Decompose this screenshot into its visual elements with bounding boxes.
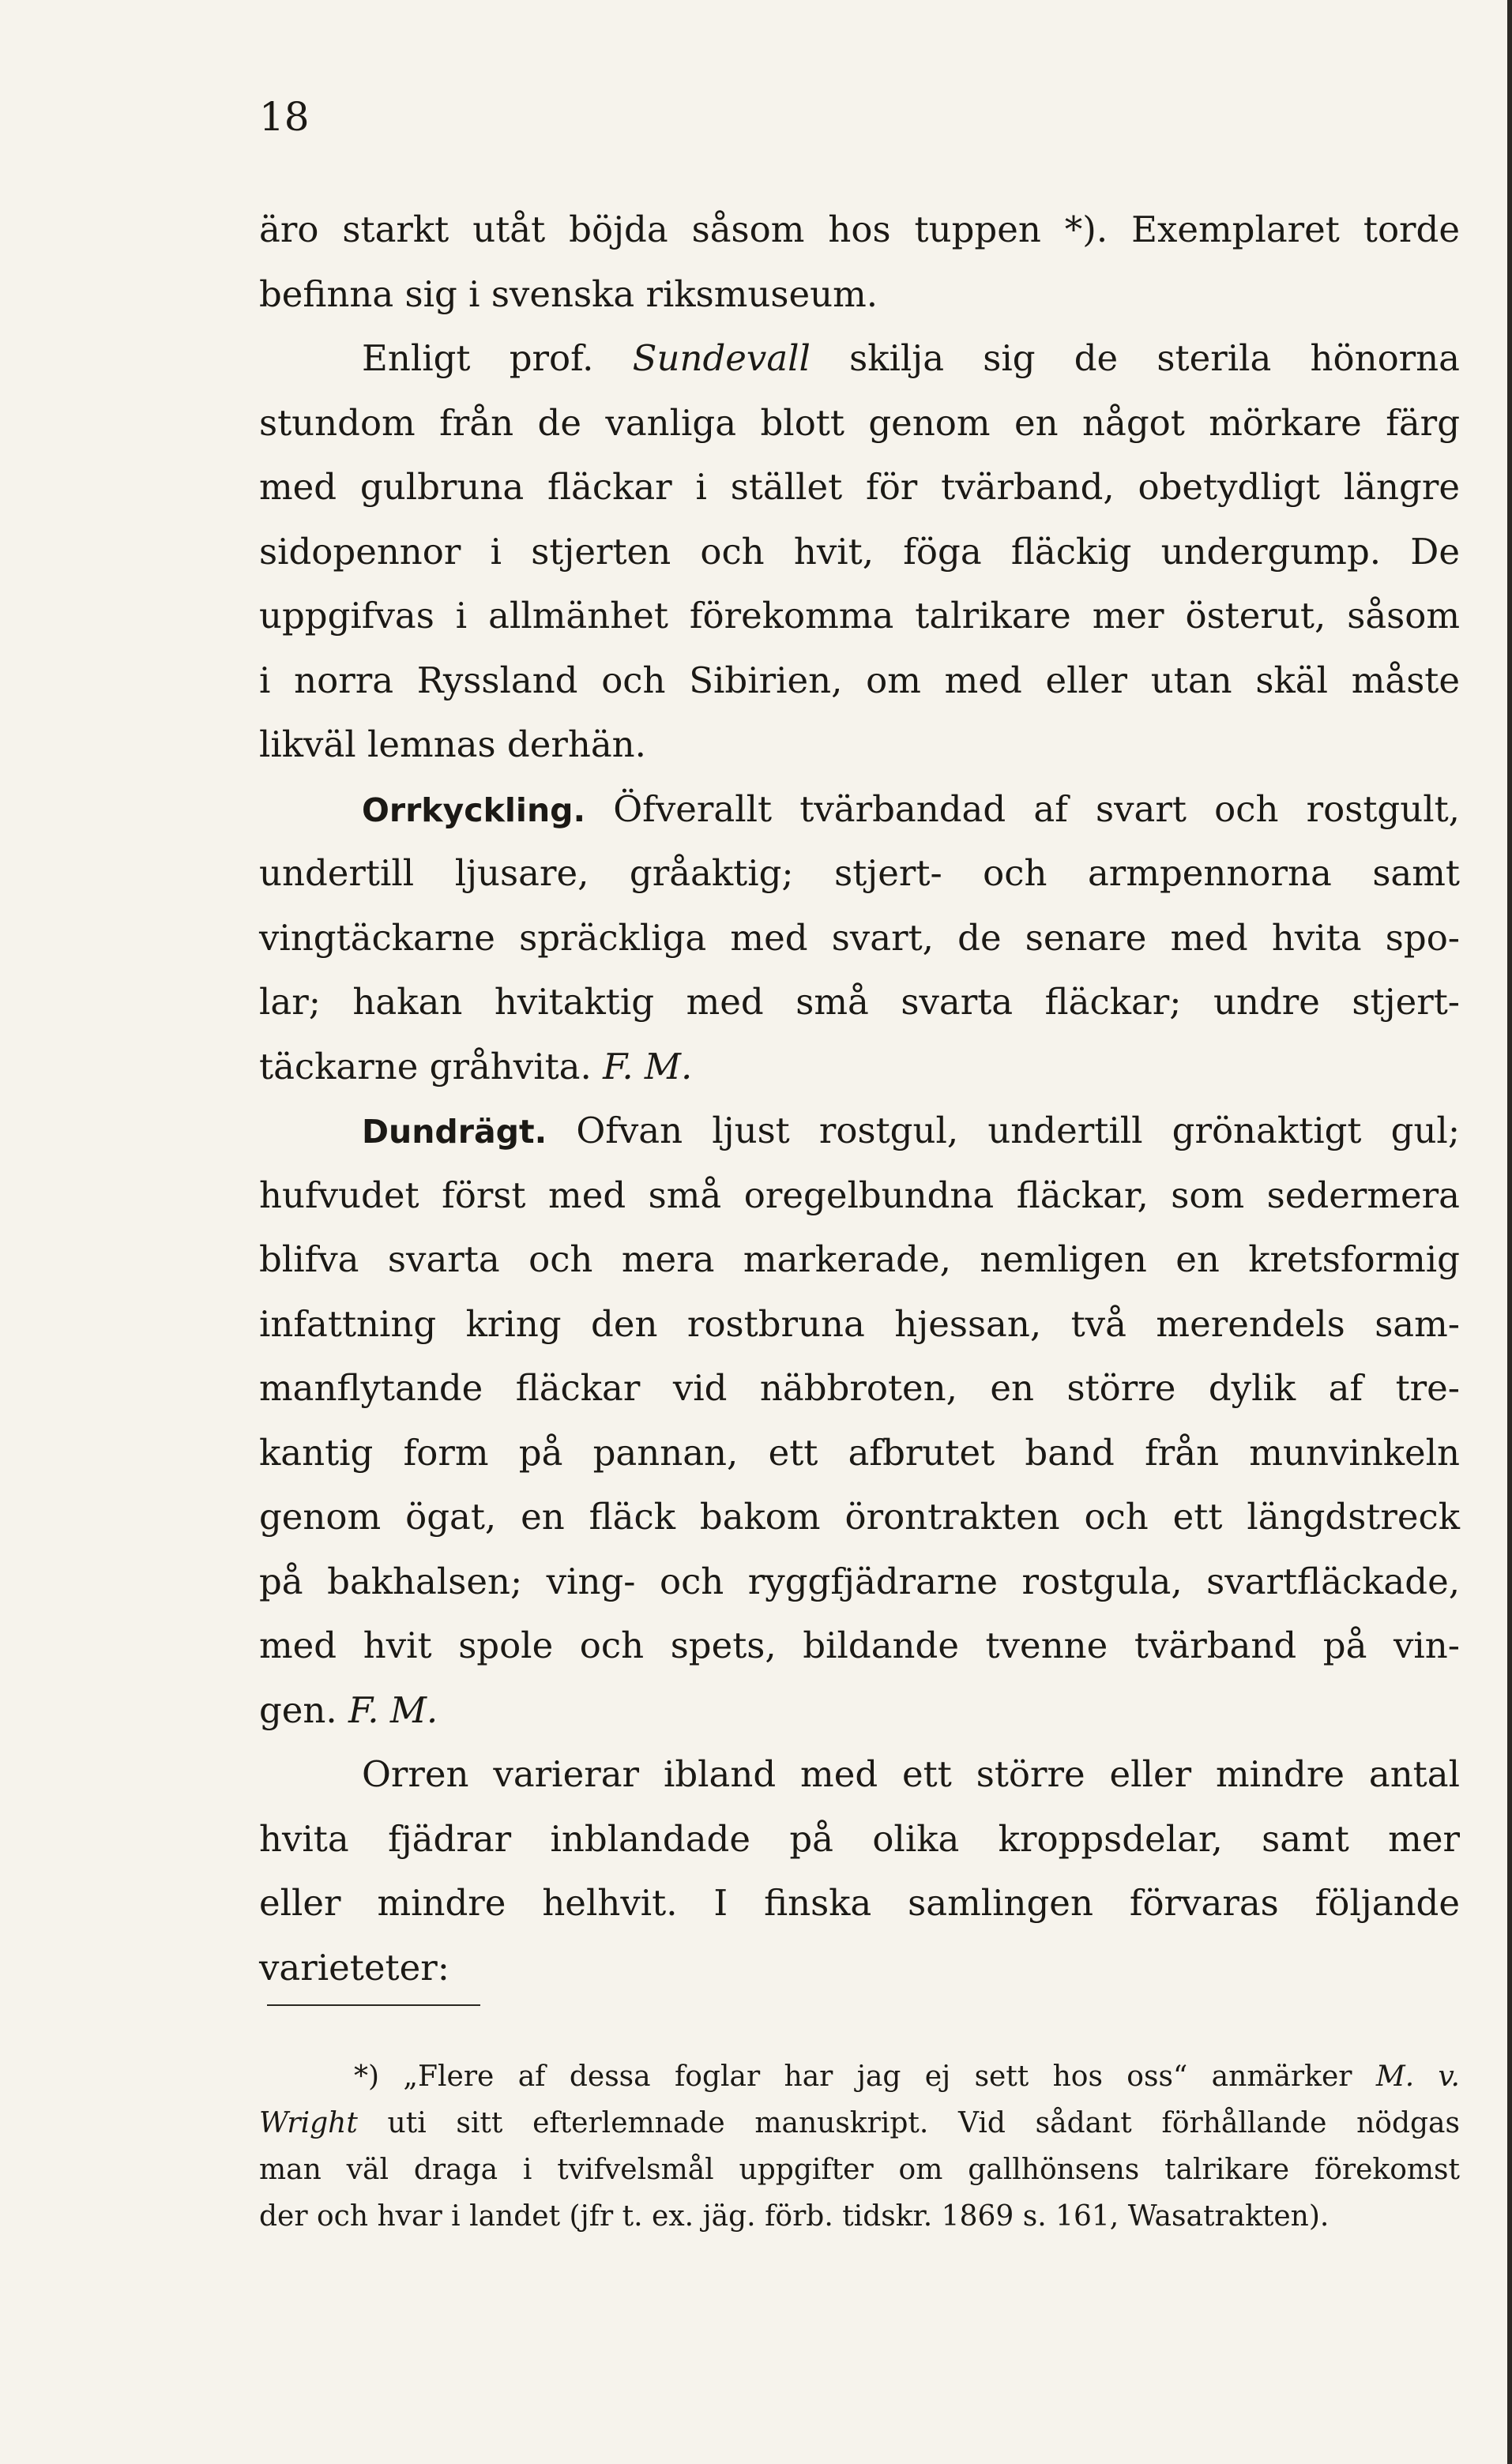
text-line: genom ögat, en fläck bakom örontrakten och ett längdstreck [259, 1496, 1460, 1538]
text-line: likväl lemnas derhän. [259, 723, 646, 765]
text-line: sidopennor i stjerten och hvit, föga fläckig undergump. De [259, 530, 1460, 573]
text-line: blifva svarta och mera markerade, nemligen en kretsformig [259, 1238, 1460, 1280]
text-line: äro starkt utåt böjda såsom hos tuppen *). Exemplaret torde [259, 208, 1460, 250]
footnote-line [259, 2053, 1460, 2100]
body-text [259, 197, 1460, 2000]
text-span: skilja sig de sterila hönorna [810, 337, 1460, 379]
text-line: befinna sig i svenska riksmuseum. [259, 272, 878, 315]
text-line: lar; hakan hvitaktig med små svarta fläckar; undre stjert- [259, 981, 1460, 1023]
text-line: kantig form på pannan, ett afbrutet band från munvinkeln [259, 1431, 1460, 1474]
text-span: uti sitt efterlemnade manuskript. Vid sådant förhållande nödgas [357, 2107, 1460, 2139]
footnote-line: der och hvar i landet (jfr t. ex. jäg. förb. tidskr. 1869 s. 161, Wasatrakten). [259, 2200, 1330, 2233]
text-span: Öfverallt tvärbandad af svart och rostgult, [585, 787, 1460, 830]
entry-term: Dundrägt. [362, 1113, 547, 1151]
entry-term: Orrkyckling. [362, 791, 586, 829]
text-line: uppgifvas i allmänhet förekomma talrikare mer österut, såsom [259, 595, 1460, 637]
text-line [259, 326, 1460, 391]
text-line: hvita fjädrar inblandade på olika kroppsdelar, samt mer [259, 1817, 1460, 1860]
text-line [259, 777, 1460, 842]
text-line: vingtäckarne spräckliga med svart, de senare med hvita spo- [259, 916, 1460, 959]
text-line: varieteter: [259, 1946, 449, 1989]
text-line: med hvit spole och spets, bildande tvenne tvärband på vin- [259, 1625, 1460, 1666]
page-number: 18 [259, 94, 310, 140]
text-line [259, 1035, 1460, 1099]
text-line: infattning kring den rostbruna hjessan, två merendels sam- [259, 1302, 1460, 1345]
text-span: Ofvan ljust rostgul, undertill grönaktigt gul; [547, 1110, 1460, 1151]
text-line [259, 1099, 1460, 1163]
author-name: Sundevall [632, 337, 811, 379]
text-span: *) „Flere af dessa foglar har jag ej sett hos oss“ anmärker [354, 2060, 1376, 2093]
text-line: undertill ljusare, gråaktig; stjert- och armpennorna samt [259, 852, 1460, 894]
text-line: på bakhalsen; ving- och ryggfjädrarne rostgula, svartfläckade, [259, 1560, 1460, 1602]
text-line: i norra Ryssland och Sibirien, om med eller utan skäl måste [259, 659, 1460, 701]
author-name: Wright [259, 2107, 358, 2139]
author-name: M. v. [1375, 2060, 1460, 2093]
footnote-line: man väl draga i tvifvelsmål uppgifter om gallhönsens talrikare förekomst [259, 2154, 1460, 2186]
text-line: stundom från de vanliga blott genom en något mörkare färg [259, 401, 1460, 444]
page-edge [1507, 0, 1512, 2464]
text-span: gen. [259, 1688, 349, 1731]
text-span: täckarne gråhvita. [259, 1045, 604, 1087]
text-span: Enligt prof. [362, 337, 633, 379]
footnote-line [259, 2100, 1460, 2147]
footnote-divider [267, 2004, 480, 2006]
signature: F. M. [603, 1045, 693, 1087]
text-line: hufvudet först med små oregelbundna fläckar, som sedermera [259, 1174, 1460, 1216]
text-line: Orren varierar ibland med ett större eller mindre antal [362, 1753, 1460, 1795]
text-line [259, 1678, 1460, 1743]
text-line: eller mindre helhvit. I finska samlingen förvaras följande [259, 1882, 1460, 1924]
footnote [259, 2053, 1460, 2240]
signature: F. M. [348, 1688, 438, 1731]
text-line: med gulbruna fläckar i stället för tvärband, obetydligt längre [259, 466, 1460, 508]
text-line: manflytande fläckar vid näbbroten, en större dylik af tre- [259, 1367, 1460, 1409]
